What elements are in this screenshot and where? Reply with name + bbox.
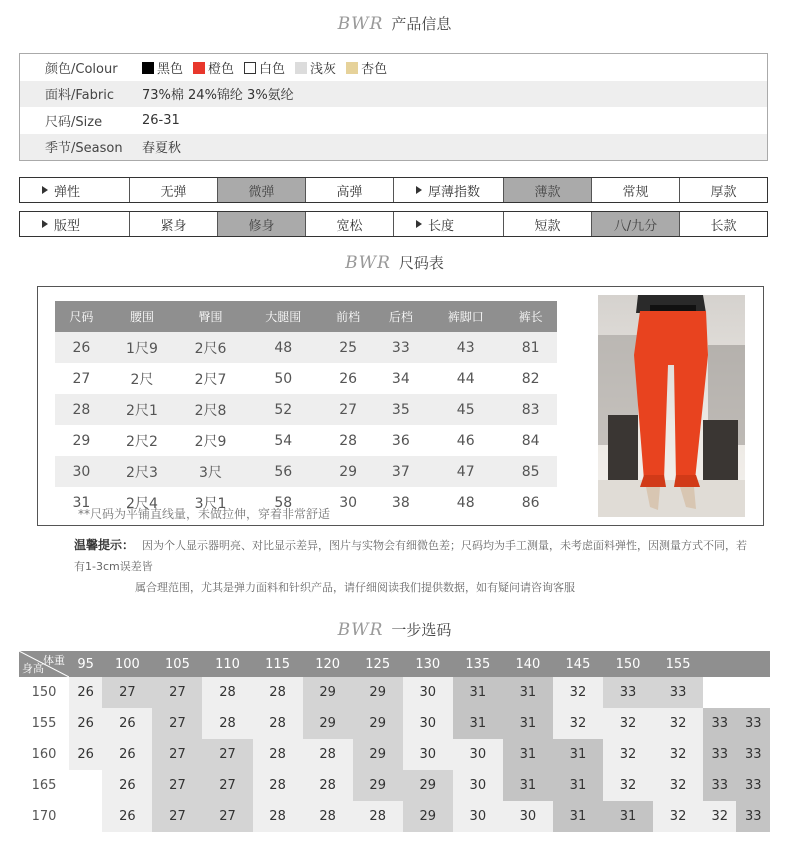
weight-header: 155: [653, 651, 703, 677]
size-chart-cell: 34: [391, 370, 410, 387]
attribute-option: [504, 212, 592, 236]
size-chart-cell: 58: [274, 494, 293, 511]
recommended-size-cell: 32: [603, 739, 653, 770]
product-info-title: [0, 13, 789, 34]
recommended-size-cell: 30: [403, 739, 453, 770]
weight-header: [703, 651, 736, 677]
attribute-option: [504, 178, 592, 202]
colour-option: [193, 62, 234, 77]
recommended-size-cell: 26: [102, 801, 152, 832]
recommended-size-cell: 28: [353, 801, 403, 832]
colour-list: [142, 58, 397, 77]
recommended-size-cell: 32: [603, 708, 653, 739]
attribute-option: [130, 178, 218, 202]
height-value: 160: [19, 739, 69, 770]
fabric-label: 面料/Fabric: [45, 88, 114, 104]
recommended-size-cell: 33: [736, 708, 770, 739]
attribute-heading: [394, 178, 504, 202]
size-chart-cell: 31: [72, 494, 91, 511]
recommended-size-cell: [703, 677, 736, 708]
recommended-size-cell: 28: [253, 708, 303, 739]
recommended-size-cell: 28: [303, 770, 353, 801]
size-chart-cell: 29: [322, 456, 375, 487]
recommended-size-cell: 32: [653, 770, 703, 801]
size-recommendation-grid: [19, 651, 770, 832]
brand-logo: BWR: [337, 14, 384, 34]
tip-line-1: 因为个人显示器明亮、对比显示差异，图片与实物会有细微色差；尺码均为手工测量，未考虑面料弹性，因测量方式不同，若有1-3cm误差皆: [74, 539, 748, 573]
size-chart-cell: 2尺8: [176, 394, 245, 425]
weight-header: 115: [253, 651, 303, 677]
product-photo: [598, 295, 745, 517]
attribute-option: [680, 212, 767, 236]
recommended-size-cell: 28: [253, 770, 303, 801]
size-chart-cell: 2尺4: [126, 495, 158, 512]
weight-header: 145: [553, 651, 603, 677]
colour-swatch: [295, 62, 307, 74]
recommended-size-cell: 32: [653, 739, 703, 770]
recommended-size-cell: 26: [102, 708, 152, 739]
size-chart-header: 前档: [322, 301, 375, 332]
recommended-size-cell: 27: [202, 739, 252, 770]
colour-row: [20, 54, 767, 81]
size-chart-cell: 48: [456, 494, 475, 511]
size-chart-box: [37, 286, 764, 526]
recommended-size-cell: 30: [403, 708, 453, 739]
size-chart-cell: 33: [374, 332, 427, 363]
size-chart-cell: 29: [72, 432, 91, 449]
size-chart-cell: 38: [391, 494, 410, 511]
attribute-text: 弹性: [54, 184, 81, 200]
recommended-size-cell: 29: [353, 708, 403, 739]
recommended-size-cell: 30: [403, 677, 453, 708]
size-chart-cell: 86: [521, 494, 540, 511]
recommended-size-cell: 31: [553, 801, 603, 832]
size-chart-cell: 54: [274, 432, 293, 449]
colour-swatch: [142, 62, 154, 74]
size-chart-cell: 45: [427, 394, 504, 425]
weight-header: 95: [69, 651, 102, 677]
size-chart-note: **尺码为平铺直线量，未做拉伸，穿着非常舒适: [78, 507, 331, 521]
size-chart-header: 尺码: [55, 301, 108, 332]
grid-row: [19, 770, 770, 801]
size-chart-header: 臀围: [176, 301, 245, 332]
attribute-text: 版型: [54, 218, 81, 234]
size-chart-header: 大腿围: [245, 301, 322, 332]
size-chart-cell: 26: [339, 370, 358, 387]
size-chart-header: 裤长: [504, 301, 557, 332]
recommended-size-cell: 33: [736, 801, 770, 832]
recommended-size-cell: 28: [253, 801, 303, 832]
size-chart-row: [55, 363, 557, 394]
size-chart-cell: 28: [339, 432, 358, 449]
size-chart-cell: 82: [521, 370, 540, 387]
weight-header: 125: [353, 651, 403, 677]
colour-option: [142, 62, 183, 77]
recommended-size-cell: 32: [553, 708, 603, 739]
attribute-text: 高弹: [336, 184, 363, 200]
size-chart-table: [55, 301, 557, 518]
attribute-heading: [20, 178, 130, 202]
weight-header: 140: [503, 651, 553, 677]
recommended-size-cell: 31: [453, 708, 503, 739]
size-chart-row: [55, 332, 557, 363]
colour-name: 白色: [259, 61, 286, 77]
recommended-size-cell: 29: [303, 708, 353, 739]
attribute-text: 短款: [534, 218, 561, 234]
recommended-size-cell: 31: [553, 770, 603, 801]
attribute-text: 长度: [428, 218, 455, 234]
size-chart-cell: 2尺9: [194, 433, 227, 450]
attribute-option: [130, 212, 218, 236]
attribute-text: 八/九分: [613, 218, 658, 234]
size-chart-title: [0, 252, 789, 273]
recommended-size-cell: 28: [253, 677, 303, 708]
size-chart-cell: 3尺1: [194, 495, 227, 512]
size-chart-row: [55, 425, 557, 456]
recommended-size-cell: 30: [453, 739, 503, 770]
recommended-size-cell: 27: [202, 770, 252, 801]
recommended-size-cell: 28: [202, 708, 252, 739]
recommended-size-cell: 31: [503, 677, 553, 708]
attribute-option: [680, 178, 767, 202]
colour-swatch: [346, 62, 358, 74]
recommended-size-cell: 26: [69, 708, 102, 739]
attribute-text: 长款: [710, 218, 737, 234]
size-chart-cell: 81: [504, 332, 557, 363]
size-chart-cell: 2尺2: [126, 433, 158, 450]
triangle-right-icon: [416, 220, 422, 228]
size-chart-cell: 44: [456, 370, 475, 387]
brand-logo: BWR: [337, 620, 384, 640]
attribute-text: 宽松: [336, 218, 363, 234]
attribute-text: 微弹: [248, 184, 275, 200]
size-row: [20, 107, 767, 134]
recommended-size-cell: 29: [403, 770, 453, 801]
attribute-option: [306, 212, 394, 236]
recommended-size-cell: 32: [653, 801, 703, 832]
recommended-size-cell: 27: [152, 801, 202, 832]
size-chart-header: 裤脚口: [427, 301, 504, 332]
size-chart-cell: 2尺6: [176, 332, 245, 363]
attribute-text: 修身: [248, 218, 275, 234]
tip-label: 温馨提示：: [74, 538, 135, 552]
size-chart-cell: 1尺9: [108, 332, 177, 363]
recommended-size-cell: 26: [69, 739, 102, 770]
size-chart-cell: 2尺7: [194, 371, 227, 388]
attribute-text: 常规: [622, 184, 649, 200]
weight-header: 110: [202, 651, 252, 677]
recommended-size-cell: 33: [653, 677, 703, 708]
recommended-size-cell: 31: [453, 677, 503, 708]
size-chart-cell: 43: [427, 332, 504, 363]
recommended-size-cell: 31: [553, 739, 603, 770]
size-value: 26-31: [142, 112, 180, 128]
recommended-size-cell: [69, 770, 102, 801]
size-chart-cell: 26: [55, 332, 108, 363]
fabric-row: [20, 81, 767, 108]
size-chart-cell: 52: [245, 394, 322, 425]
recommended-size-cell: 31: [503, 739, 553, 770]
measurement-tip: [74, 535, 754, 598]
size-chart-cell: 27: [322, 394, 375, 425]
attribute-text: 厚款: [710, 184, 737, 200]
recommended-size-cell: 29: [303, 677, 353, 708]
size-chart-cell: 84: [521, 432, 540, 449]
recommended-size-cell: 27: [202, 801, 252, 832]
recommended-size-cell: 33: [703, 739, 736, 770]
size-chart-cell: 28: [55, 394, 108, 425]
attribute-text: 紧身: [160, 218, 187, 234]
size-chart-cell: 83: [504, 394, 557, 425]
size-select-title-text: 一步选码: [391, 621, 452, 639]
recommended-size-cell: 29: [353, 770, 403, 801]
recommended-size-cell: 26: [102, 770, 152, 801]
season-row: [20, 134, 767, 161]
size-chart-title-text: 尺码表: [398, 254, 444, 272]
grid-corner: [19, 651, 69, 677]
weight-header: [736, 651, 770, 677]
recommended-size-cell: 26: [102, 739, 152, 770]
recommended-size-cell: 27: [152, 677, 202, 708]
tip-line-2: 属合理范围，尤其是弹力面料和针织产品，请仔细阅读我们提供数据，如有疑问请咨询客服: [135, 581, 575, 594]
recommended-size-cell: 31: [503, 770, 553, 801]
grid-row: [19, 801, 770, 832]
recommended-size-cell: 33: [736, 770, 770, 801]
season-label: 季节/Season: [45, 141, 123, 157]
weight-header: 105: [152, 651, 202, 677]
grid-row: [19, 677, 770, 708]
recommended-size-cell: 30: [453, 770, 503, 801]
size-chart-cell: 25: [322, 332, 375, 363]
colour-option: [346, 62, 387, 77]
colour-option: [295, 62, 336, 77]
size-chart-header: 腰围: [108, 301, 177, 332]
weight-axis-label: 体重: [43, 654, 65, 667]
grid-row: [19, 708, 770, 739]
recommended-size-cell: 33: [703, 708, 736, 739]
height-axis-label: 身高: [22, 662, 44, 675]
recommended-size-cell: 27: [152, 770, 202, 801]
weight-header: 120: [303, 651, 353, 677]
size-chart-cell: 46: [456, 432, 475, 449]
size-chart-row: [55, 394, 557, 425]
attribute-option: [306, 178, 394, 202]
size-chart-cell: 56: [245, 456, 322, 487]
triangle-right-icon: [416, 186, 422, 194]
fit-length-bar: [19, 211, 768, 237]
triangle-right-icon: [42, 186, 48, 194]
size-chart-cell: 35: [374, 394, 427, 425]
colour-swatch: [244, 62, 256, 74]
colour-name: 橙色: [208, 61, 235, 77]
recommended-size-cell: 27: [102, 677, 152, 708]
recommended-size-cell: 27: [152, 708, 202, 739]
size-chart-cell: 36: [391, 432, 410, 449]
colour-swatch: [193, 62, 205, 74]
recommended-size-cell: 27: [152, 739, 202, 770]
recommended-size-cell: 33: [736, 739, 770, 770]
weight-header: 150: [603, 651, 653, 677]
size-chart-cell: 48: [245, 332, 322, 363]
attribute-option: [218, 212, 306, 236]
recommended-size-cell: 32: [703, 801, 736, 832]
colour-label: 颜色/Colour: [45, 61, 118, 77]
colour-name: 浅灰: [310, 61, 337, 77]
size-chart-cell: 30: [55, 456, 108, 487]
recommended-size-cell: 33: [603, 677, 653, 708]
attribute-text: 厚薄指数: [428, 184, 481, 200]
size-chart-cell: 50: [274, 370, 293, 387]
recommended-size-cell: 29: [403, 801, 453, 832]
attribute-option: [218, 178, 306, 202]
triangle-right-icon: [42, 220, 48, 228]
grid-row: [19, 739, 770, 770]
recommended-size-cell: 33: [703, 770, 736, 801]
recommended-size-cell: 28: [202, 677, 252, 708]
colour-name: 黑色: [157, 61, 184, 77]
recommended-size-cell: [69, 801, 102, 832]
recommended-size-cell: 28: [253, 739, 303, 770]
size-select-title: [0, 619, 789, 640]
size-chart-cell: 27: [72, 370, 91, 387]
recommended-size-cell: 30: [503, 801, 553, 832]
recommended-size-cell: 32: [653, 708, 703, 739]
size-chart-cell: 3尺: [176, 456, 245, 487]
weight-header: 130: [403, 651, 453, 677]
size-chart-cell: 2尺1: [108, 394, 177, 425]
attribute-text: 薄款: [534, 184, 561, 200]
weight-header: 135: [453, 651, 503, 677]
product-info-title-text: 产品信息: [391, 15, 452, 33]
elasticity-thickness-bar: [19, 177, 768, 203]
attribute-heading: [394, 212, 504, 236]
height-value: 155: [19, 708, 69, 739]
recommended-size-cell: [736, 677, 770, 708]
recommended-size-cell: 28: [303, 739, 353, 770]
recommended-size-cell: 26: [69, 677, 102, 708]
size-chart-cell: 2尺3: [108, 456, 177, 487]
size-chart-header: 后档: [374, 301, 427, 332]
height-value: 150: [19, 677, 69, 708]
season-value: 春夏秋: [142, 141, 182, 157]
recommended-size-cell: 31: [603, 801, 653, 832]
height-value: 170: [19, 801, 69, 832]
size-chart-row: [55, 456, 557, 487]
attribute-option: [592, 178, 680, 202]
recommended-size-cell: 28: [303, 801, 353, 832]
height-value: 165: [19, 770, 69, 801]
attribute-heading: [20, 212, 130, 236]
model-photo-illustration: [598, 295, 745, 517]
product-info-table: [19, 53, 768, 161]
recommended-size-cell: 31: [503, 708, 553, 739]
size-chart-cell: 85: [504, 456, 557, 487]
recommended-size-cell: 29: [353, 739, 403, 770]
colour-option: [244, 62, 285, 77]
colour-name: 杏色: [361, 61, 388, 77]
brand-logo: BWR: [345, 253, 391, 273]
recommended-size-cell: 30: [453, 801, 503, 832]
attribute-option: [592, 212, 680, 236]
recommended-size-cell: 29: [353, 677, 403, 708]
weight-header: 100: [102, 651, 152, 677]
size-chart-cell: 30: [339, 494, 358, 511]
recommended-size-cell: 32: [603, 770, 653, 801]
size-chart-cell: 37: [374, 456, 427, 487]
attribute-text: 无弹: [160, 184, 187, 200]
recommended-size-cell: 32: [553, 677, 603, 708]
size-chart-cell: 47: [427, 456, 504, 487]
size-label: 尺码/Size: [45, 114, 103, 130]
fabric-value: 73%棉 24%锦纶 3%氨纶: [142, 88, 294, 104]
size-chart-cell: 2尺: [130, 371, 154, 388]
